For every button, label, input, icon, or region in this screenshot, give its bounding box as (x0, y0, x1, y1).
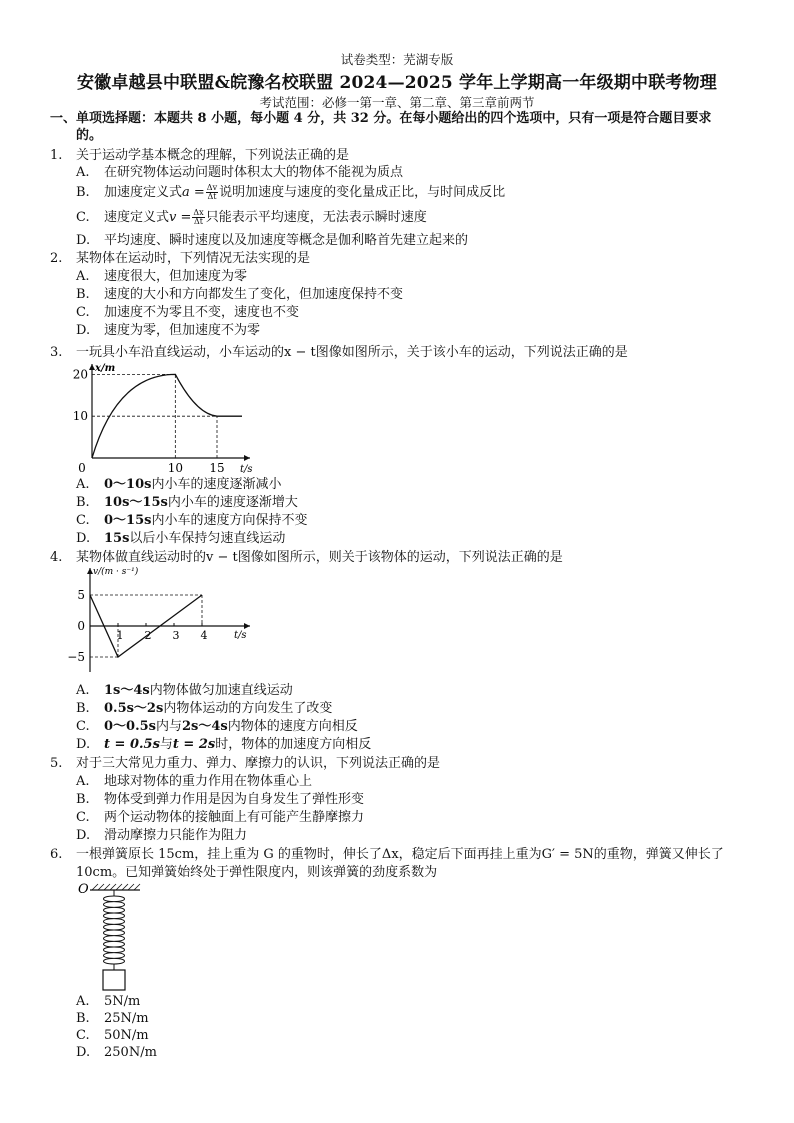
exam-type: 试卷类型：芜湖专版 (340, 52, 454, 67)
v-tick-label: −5 (67, 650, 85, 664)
question-6: 6. 一根弹簧原长 15cm，挂上重为 G 的重物时，伸长了Δx，稳定后下面再挂上重为G′ = 5N的重物，弹簧又伸长了 (50, 847, 724, 862)
question-4: 4. 某物体做直线运动时的v − t图像如图所示，则关于该物体的运动，下列说法正确的是 (50, 550, 563, 565)
accel-fraction: $\frac{\Delta v}{\Delta t}$ (206, 183, 218, 201)
t-tick-label: 3 (172, 629, 180, 642)
q5-option-b: B. 物体受到弹力作用是因为自身发生了弹性形变 (76, 792, 365, 807)
ceiling-hatch (92, 884, 140, 890)
t-tick-label: 4 (200, 629, 208, 642)
question-5: 5. 对于三大常见力重力、弹力、摩擦力的认识，下列说法正确的是 (50, 756, 441, 771)
spring-figure (70, 880, 160, 1000)
exam-scope: 考试范围：必修一第一章、第二章、第三章前两节 (259, 95, 535, 110)
q5-option-d: D. 滑动摩擦力只能作为阻力 (76, 828, 248, 843)
q1-option-c: C. 速度定义式v = $\frac{\Delta x}{\Delta t}$ 只能表示平均速度，无法表示瞬时速度 (76, 208, 427, 226)
x-axis-arrow (244, 455, 250, 461)
q3-option-a: A. 0～10s内小车的速度逐渐减小 (76, 477, 282, 492)
q1-option-a: A. 在研究物体运动问题时体积太大的物体不能视为质点 (76, 165, 404, 180)
y-axis-label: x/m (95, 363, 116, 374)
q1-option-b: B. 加速度定义式a = $\frac{\Delta v}{\Delta t}$ 说明加速度与速度的变化量成正比，与时间成反比 (76, 183, 506, 201)
q4-option-d: D. t = 0.5s与t = 2s时，物体的加速度方向相反 (76, 737, 372, 752)
q6-option-a: A. 5N/m (76, 994, 141, 1009)
point-o-label: O (78, 882, 89, 897)
velocity-fraction: $\frac{\Delta x}{\Delta t}$ (193, 208, 204, 226)
q2-option-a: A. 速度很大，但加速度为零 (76, 269, 248, 284)
x-axis-label: t/s (240, 464, 253, 475)
x-t-graph (60, 360, 260, 476)
q5-option-a: A. 地球对物体的重力作用在物体重心上 (76, 774, 313, 789)
q2-option-c: C. 加速度不为零且不变，速度也不变 (76, 305, 300, 320)
section-heading: 一、单项选择题：本题共 8 小题，每小题 4 分，共 32 分。在每小题给出的四个选项中，只有一项是符合题目要求 的。 (50, 111, 712, 143)
question-2: 2. 某物体在运动时，下列情况无法实现的是 (50, 251, 311, 266)
question-6-cont: 10cm。已知弹簧始终处于弹性限度内，则该弹簧的劲度系数为 (76, 865, 438, 880)
q5-option-c: C. 两个运动物体的接触面上有可能产生静摩擦力 (76, 810, 365, 825)
x-tick-label: 15 (209, 461, 225, 475)
weight-block (103, 970, 125, 990)
v-t-graph (60, 564, 260, 676)
question-3: 3. 一玩具小车沿直线运动，小车运动的x − t图像如图所示，关于该小车的运动，下列说法正确的是 (50, 345, 628, 360)
q2-option-d: D. 速度为零，但加速度不为零 (76, 323, 261, 338)
x-tick-label: 10 (167, 461, 183, 475)
x-tick-label: 0 (78, 461, 86, 475)
question-1: 1. 关于运动学基本概念的理解，下列说法正确的是 (50, 148, 350, 163)
q6-option-d: D. 250N/m (76, 1045, 157, 1060)
q6-option-b: B. 25N/m (76, 1011, 149, 1026)
exam-title: 安徽卓越县中联盟&皖豫名校联盟 2024—2025 学年上学期高一年级期中联考物理 (76, 73, 717, 93)
y-tick-label: 10 (72, 409, 88, 424)
t-axis-arrow (244, 623, 250, 629)
q4-option-c: C. 0～0.5s内与2s～4s内物体的速度方向相反 (76, 719, 358, 734)
spring-coil (104, 896, 125, 964)
v-axis-label: v/(m · s⁻¹) (93, 567, 139, 577)
q3-option-b: B. 10s～15s内小车的速度逐渐增大 (76, 495, 298, 510)
t-tick-label: 1 (116, 629, 124, 642)
t-axis-label: t/s (234, 630, 247, 641)
q1-option-d: D. 平均速度、瞬时速度以及加速度等概念是伽利略首先建立起来的 (76, 233, 469, 248)
v-tick-label: 0 (77, 619, 85, 633)
q6-option-c: C. 50N/m (76, 1028, 149, 1043)
q3-option-d: D. 15s以后小车保持匀速直线运动 (76, 531, 286, 546)
y-tick-label: 20 (72, 367, 88, 382)
t-tick-label: 2 (144, 629, 152, 642)
v-tick-label: 5 (77, 588, 85, 602)
q4-option-a: A. 1s～4s内物体做匀加速直线运动 (76, 683, 293, 698)
q2-option-b: B. 速度的大小和方向都发生了变化，但加速度保持不变 (76, 287, 404, 302)
q3-option-c: C. 0～15s内小车的速度方向保持不变 (76, 513, 308, 528)
q4-option-b: B. 0.5s～2s内物体运动的方向发生了改变 (76, 701, 333, 716)
